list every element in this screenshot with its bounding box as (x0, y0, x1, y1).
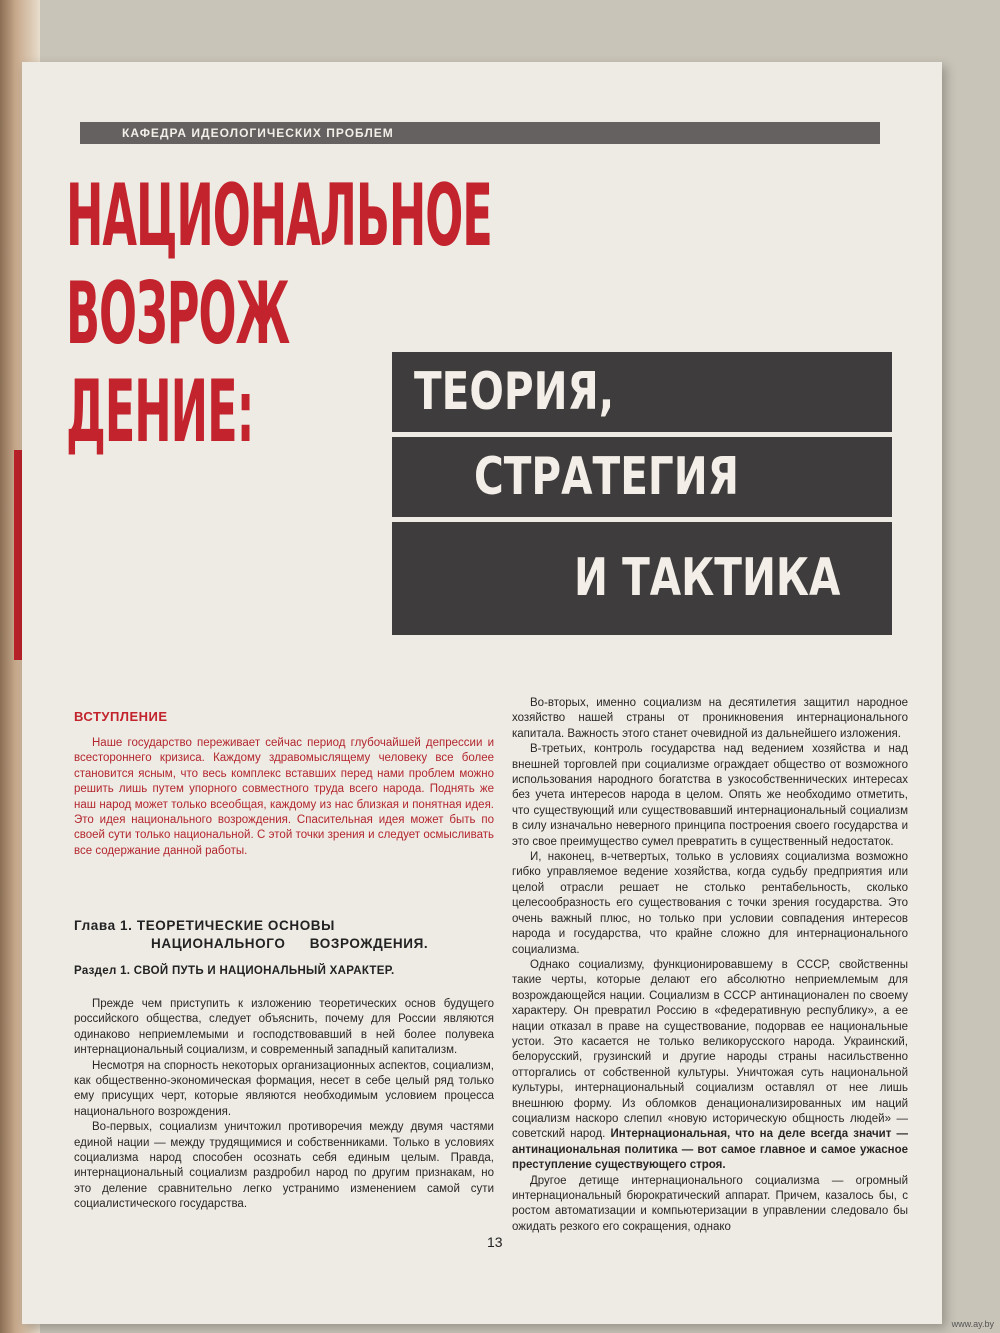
left-paragraph-2: Несмотря на спорность некоторых организационных аспектов, социализм, как общественно-экономическая формация, несет в себе целый ряд только ему присущих черт, которые являются необходимым условием процесса национального возрождения. (74, 1059, 494, 1118)
subtitle-line-1: ТЕОРИЯ, (392, 352, 892, 432)
left-paragraph-1: Прежде чем приступить к изложению теоретических основ будущего российского общества, следует объяснить, почему для России являются одинаково неприемлемыми и господствовавший в ней более полувека интернациональный социализм, и современный западный капитализм. (74, 998, 494, 1057)
subtitle-line-2: СТРАТЕГИЯ (392, 437, 892, 517)
main-title-line-2: ВОЗРОЖ (66, 264, 290, 364)
right-text-column (512, 696, 908, 1235)
magazine-page (22, 62, 942, 1324)
left-paragraph-3: Во-первых, социализм уничтожил противоречия между двумя частями единой нации — между трудящимися и собственниками. Только в условиях социализма народ способен осознать себя единым целым. Правда, интернациональный социализм раздробил народ по другим признакам, но это деление сравнительно легко устранимо изменением самой сути социалистического государства. (74, 1121, 494, 1211)
chapter-heading (74, 917, 494, 953)
right-paragraph-3: И, наконец, в-четвертых, только в условиях социализма возможно гибко управляемое ведение хозяйства, когда судьбу предприятия или целой отрасли решает не столько рентабельность, сколько целесообразность его существования с точки зрения государства. Это очень важный плюс, но только при условии совпадения интересов народа и государства, что крайне сложно для интернационального социализма. (512, 851, 908, 956)
right-paragraph-2: В-третьих, контроль государства над ведением хозяйства и над внешней торговлей при социализме ограждает общество от возможного использования народного богатства в узкособственнических интересах без учета интересов народа в целом. Опять же необходимо отметить, что существующий или существовавший интернациональный социализм в силу изначально неверного принципа построения своего государства и это свое преимущество сумел превратить в существенный недостаток. (512, 743, 908, 848)
section-heading: Раздел 1. СВОЙ ПУТЬ И НАЦИОНАЛЬНЫЙ ХАРАКТЕР. (74, 965, 395, 977)
chapter-heading-line-1: Глава 1. ТЕОРЕТИЧЕСКИЕ ОСНОВЫ (74, 918, 335, 933)
main-title-line-1: НАЦИОНАЛЬНОЕ (66, 166, 492, 266)
subtitle-line-3: И ТАКТИКА (392, 522, 892, 635)
page-number: 13 (487, 1234, 503, 1250)
intro-heading: ВСТУПЛЕНИЕ (74, 709, 168, 724)
left-text-column (74, 997, 494, 1213)
right-paragraph-5: Другое детище интернационального социализма — огромный интернациональный бюрократический аппарат. Причем, казалось бы, с ростом автоматизации и компьютеризации в управлении следовало бы ожидать резкого его сокращения, однако (512, 1174, 908, 1233)
watermark: www.ay.by (951, 1319, 994, 1329)
bold-statement: Интернациональная, что на деле всегда значит — антинациональная политика — вот самое главное и самое ужасное преступление существующего строя. (512, 1128, 908, 1172)
chapter-heading-line-2: НАЦИОНАЛЬНОГО ВОЗРОЖДЕНИЯ. (151, 936, 429, 951)
right-paragraph-4: Однако социализму, функционировавшему в СССР, свойственны такие черты, которые делают его абсолютно неприемлемым для возрождающейся нации. Социализм в СССР антинационален по своему характеру. Он превратил Россию в «федеративную республику», а ее нации отказал в праве на существование, подорвав ее национальные устои. Это касается не только великорусского народа. Украинский, белорусский, грузинский и другие народы страны насильственно отторгались от собственной культуры. Уничтожая суть национальной культуры, интернациональный социализм оставлял от нее лишь внешнюю форму. Из обломков денационализированных им наций социализм наскоро слепил «новую историческую общность людей» — советский народ. Интернациональная, что на деле всегда значит — антинациональная политика — вот самое главное и самое ужасное преступление существующего строя. (512, 958, 908, 1172)
right-paragraph-1: Во-вторых, именно социализм на десятилетия защитил народное хозяйство нашей страны от проникновения интернационального капитала. Важность этого станет очевидной из дальнейшего изложения. (512, 697, 908, 740)
intro-paragraph: Наше государство переживает сейчас период глубочайшей депрессии и всестороннего кризиса. Каждому здравомыслящему человеку все более становится ясным, что весь комплекс вставших перед нами проблем можно решить лишь путем упорного совместного труда всего народа. Поднять же наш народ может только всеобщая, каждому из нас близкая и понятная идея. Это идея национального возрождения. Спасительная идея может быть по своей сути только национальной. С этой точки зрения и следует осмысливать все содержание данной работы. (74, 737, 494, 857)
rubric-header-bar: КАФЕДРА ИДЕОЛОГИЧЕСКИХ ПРОБЛЕМ (80, 122, 880, 144)
main-title-line-3: ДЕНИЕ: (66, 362, 254, 462)
